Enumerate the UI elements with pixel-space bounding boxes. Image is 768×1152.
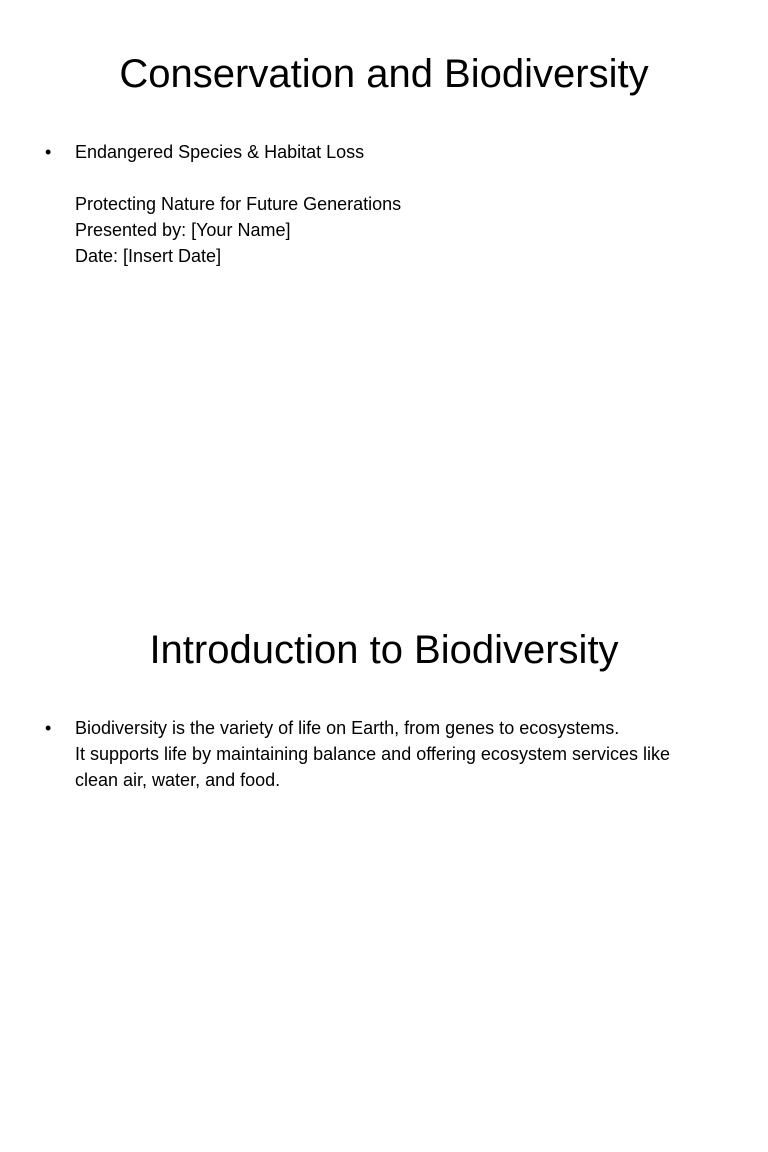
body-line: Biodiversity is the variety of life on Earth, from genes to ecosystems. [75, 718, 620, 738]
bullet-icon: • [45, 142, 52, 162]
bullet-icon: • [45, 718, 52, 738]
body-line: clean air, water, and food. [75, 770, 281, 790]
slide-title: Introduction to Biodiversity [149, 628, 619, 672]
slide-body [75, 139, 735, 269]
body-line: Date: [Insert Date] [75, 246, 222, 266]
slide-introduction-to-biodiversity [0, 576, 768, 1152]
body-line: Endangered Species & Habitat Loss [75, 142, 365, 162]
body-blank-line [75, 165, 735, 191]
body-line: Presented by: [Your Name] [75, 220, 291, 240]
body-line: It supports life by maintaining balance and offering ecosystem services like [75, 744, 670, 764]
body-line: Protecting Nature for Future Generations [75, 194, 402, 214]
slide-title: Conservation and Biodiversity [119, 52, 649, 96]
slide-body [75, 715, 735, 793]
